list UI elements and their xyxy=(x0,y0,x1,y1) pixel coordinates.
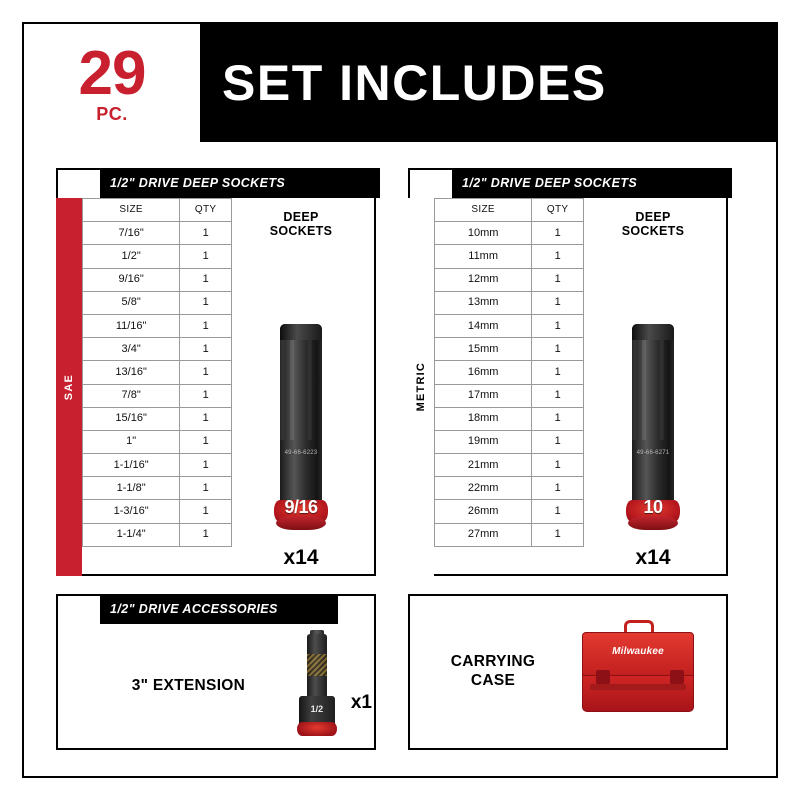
piece-count-box xyxy=(24,24,200,142)
page-title: SET INCLUDES xyxy=(222,55,607,111)
cell-size: 1-1/8" xyxy=(83,477,180,500)
table-row xyxy=(83,222,232,245)
cell-qty: 1 xyxy=(532,454,584,477)
table-row xyxy=(435,523,584,546)
cell-size: 21mm xyxy=(435,454,532,477)
cell-qty: 1 xyxy=(180,384,232,407)
table-row xyxy=(435,430,584,453)
table-sae xyxy=(82,198,232,547)
category-strip-metric xyxy=(408,198,434,576)
table-row xyxy=(435,384,584,407)
extension-red-ring xyxy=(297,722,337,736)
cell-qty: 1 xyxy=(532,384,584,407)
piece-count-label: PC. xyxy=(96,104,128,125)
cell-size: 14mm xyxy=(435,314,532,337)
table-row xyxy=(435,245,584,268)
illustration-caption-line2: SOCKETS xyxy=(621,224,685,239)
case-latch-left xyxy=(596,670,610,684)
table-row xyxy=(83,291,232,314)
cell-size: 13/16" xyxy=(83,361,180,384)
table-metric xyxy=(434,198,584,547)
column-header-qty: QTY xyxy=(180,199,232,222)
table-row xyxy=(83,268,232,291)
cell-qty: 1 xyxy=(532,523,584,546)
panel-title-sae: 1/2" DRIVE DEEP SOCKETS xyxy=(100,168,380,198)
cell-size: 22mm xyxy=(435,477,532,500)
cell-size: 27mm xyxy=(435,523,532,546)
cell-size: 1-1/4" xyxy=(83,523,180,546)
table-row xyxy=(83,245,232,268)
illustration-caption-line1: DEEP xyxy=(283,210,319,224)
cell-size: 13mm xyxy=(435,291,532,314)
illustration-caption-line2: SOCKETS xyxy=(269,224,333,239)
cell-qty: 1 xyxy=(532,245,584,268)
deep-socket-image-metric xyxy=(608,239,698,540)
table-header-row xyxy=(435,199,584,222)
table-row xyxy=(83,384,232,407)
cell-qty: 1 xyxy=(180,430,232,453)
cell-size: 5/8" xyxy=(83,291,180,314)
table-row xyxy=(435,361,584,384)
socket-part-number: 49-66-6223 xyxy=(284,450,318,456)
cell-qty: 1 xyxy=(532,291,584,314)
extension-knurl xyxy=(307,654,327,676)
cell-qty: 1 xyxy=(532,314,584,337)
cell-qty: 1 xyxy=(180,245,232,268)
case-ridge xyxy=(590,684,686,690)
illustration-quantity-metric: x14 xyxy=(635,546,671,569)
cell-qty: 1 xyxy=(532,361,584,384)
socket-facets xyxy=(632,340,674,440)
cell-qty: 1 xyxy=(532,477,584,500)
cell-qty: 1 xyxy=(180,500,232,523)
table-row xyxy=(435,454,584,477)
cell-size: 3/4" xyxy=(83,338,180,361)
panel-metric-deep-sockets xyxy=(408,168,728,576)
cell-size: 15/16" xyxy=(83,407,180,430)
category-strip-sae xyxy=(56,198,82,576)
cell-size: 10mm xyxy=(435,222,532,245)
cell-qty: 1 xyxy=(180,454,232,477)
illustration-sae xyxy=(232,200,370,570)
cell-size: 26mm xyxy=(435,500,532,523)
cell-size: 16mm xyxy=(435,361,532,384)
column-header-qty: QTY xyxy=(532,199,584,222)
carrying-case-content xyxy=(412,598,724,746)
cell-qty: 1 xyxy=(180,477,232,500)
table-row xyxy=(83,454,232,477)
table-row xyxy=(435,477,584,500)
cell-size: 1-1/16" xyxy=(83,454,180,477)
table-row xyxy=(435,291,584,314)
cell-size: 11mm xyxy=(435,245,532,268)
accessory-quantity: x1 xyxy=(350,692,372,713)
socket-graphic xyxy=(626,324,680,536)
table-row xyxy=(83,407,232,430)
column-header-size: SIZE xyxy=(83,199,180,222)
deep-socket-image-sae xyxy=(256,239,346,540)
table-row xyxy=(435,338,584,361)
carrying-case-label-line2: CASE xyxy=(470,672,516,689)
socket-part-number: 49-66-6271 xyxy=(636,450,670,456)
accessory-item-label: 3" EXTENSION xyxy=(131,677,246,694)
category-label-sae: SAE xyxy=(63,373,75,401)
illustration-quantity-sae: x14 xyxy=(283,546,319,569)
case-latch-right xyxy=(670,670,684,684)
table-row xyxy=(435,500,584,523)
cell-qty: 1 xyxy=(180,222,232,245)
table-row xyxy=(83,361,232,384)
table-row xyxy=(83,500,232,523)
cell-qty: 1 xyxy=(532,500,584,523)
cell-qty: 1 xyxy=(180,314,232,337)
category-label-metric: METRIC xyxy=(415,362,427,412)
panel-accessories xyxy=(56,594,376,750)
accessories-content xyxy=(82,624,372,748)
carrying-case-image xyxy=(574,618,706,726)
panel-title-accessories: 1/2" DRIVE ACCESSORIES xyxy=(100,594,338,624)
header-title-band xyxy=(200,24,776,142)
cell-qty: 1 xyxy=(180,268,232,291)
table-row xyxy=(435,314,584,337)
header xyxy=(24,24,776,142)
socket-facets xyxy=(280,340,322,440)
cell-size: 18mm xyxy=(435,407,532,430)
cell-qty: 1 xyxy=(180,407,232,430)
cell-qty: 1 xyxy=(180,523,232,546)
cell-qty: 1 xyxy=(180,338,232,361)
table-row xyxy=(83,430,232,453)
cell-size: 17mm xyxy=(435,384,532,407)
cell-size: 7/16" xyxy=(83,222,180,245)
socket-red-base xyxy=(628,516,678,530)
cell-size: 1/2" xyxy=(83,245,180,268)
cell-qty: 1 xyxy=(532,268,584,291)
column-header-size: SIZE xyxy=(435,199,532,222)
carrying-case-label xyxy=(412,653,574,690)
cell-qty: 1 xyxy=(532,430,584,453)
cell-qty: 1 xyxy=(532,407,584,430)
socket-size-stamp: 10 xyxy=(643,497,663,517)
extension-image xyxy=(289,630,345,742)
cell-size: 1-3/16" xyxy=(83,500,180,523)
table-row xyxy=(83,338,232,361)
illustration-metric xyxy=(584,200,722,570)
cell-size: 19mm xyxy=(435,430,532,453)
cell-size: 7/8" xyxy=(83,384,180,407)
cell-size: 1" xyxy=(83,430,180,453)
cell-qty: 1 xyxy=(180,361,232,384)
panel-sae-deep-sockets xyxy=(56,168,376,576)
table-row xyxy=(83,477,232,500)
cell-size: 9/16" xyxy=(83,268,180,291)
table-row xyxy=(83,523,232,546)
cell-size: 11/16" xyxy=(83,314,180,337)
socket-graphic xyxy=(274,324,328,536)
table-row xyxy=(435,407,584,430)
table-row xyxy=(435,268,584,291)
socket-red-base xyxy=(276,516,326,530)
case-brand-label: Milwaukee xyxy=(612,646,664,657)
cell-size: 12mm xyxy=(435,268,532,291)
piece-count: 29 xyxy=(78,38,146,108)
cell-qty: 1 xyxy=(532,222,584,245)
socket-size-stamp: 9/16 xyxy=(284,497,318,517)
cell-qty: 1 xyxy=(180,291,232,314)
panel-title-metric: 1/2" DRIVE DEEP SOCKETS xyxy=(452,168,732,198)
carrying-case-label-line1: CARRYING xyxy=(450,653,536,671)
cell-qty: 1 xyxy=(532,338,584,361)
table-header-row xyxy=(83,199,232,222)
table-row xyxy=(83,314,232,337)
extension-drive-stamp: 1/2 xyxy=(310,704,324,714)
illustration-caption-line1: DEEP xyxy=(635,210,671,224)
panel-carrying-case xyxy=(408,594,728,750)
table-row xyxy=(435,222,584,245)
cell-size: 15mm xyxy=(435,338,532,361)
